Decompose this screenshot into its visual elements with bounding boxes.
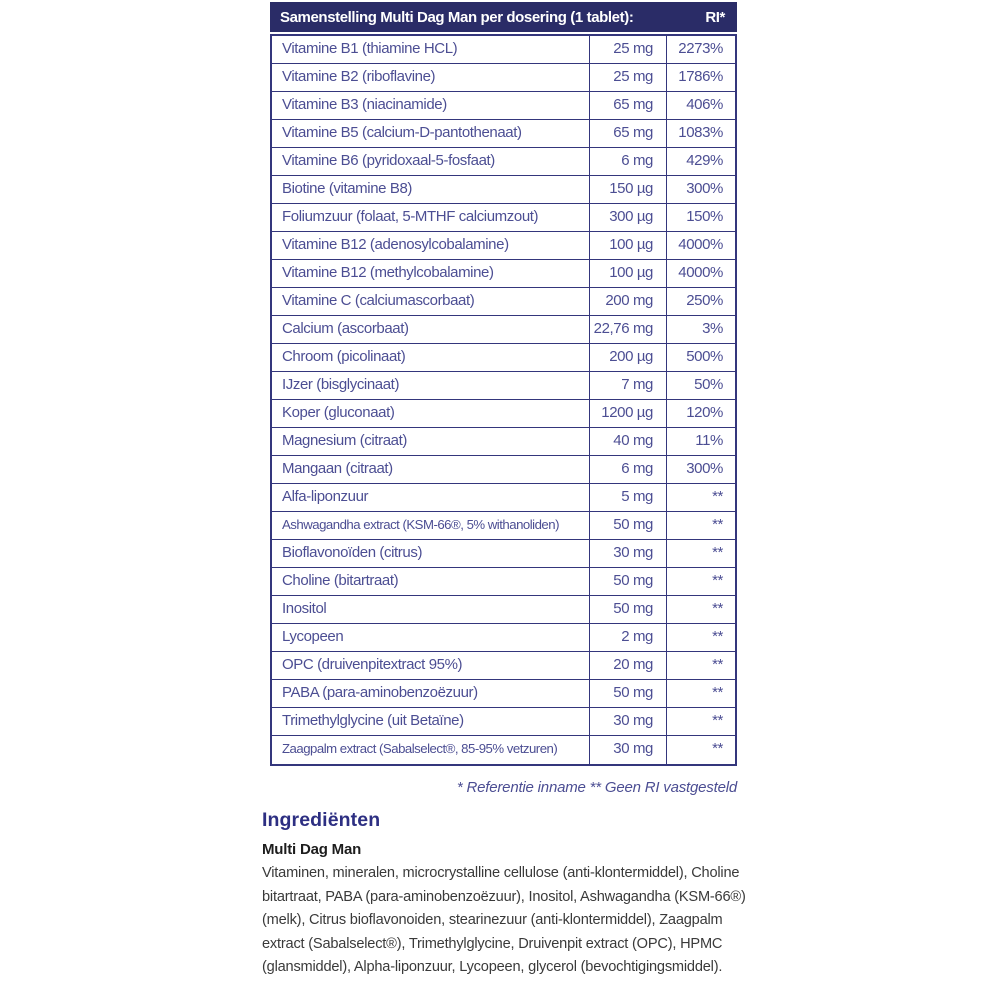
cell-name: Mangaan (citraat): [272, 456, 590, 483]
cell-ri: 300%: [686, 180, 723, 197]
cell-amount: 40 mg: [590, 428, 667, 455]
cell-ri: 4000%: [678, 264, 723, 281]
cell-name: PABA (para-aminobenzoëzuur): [272, 680, 590, 707]
cell-name: Bioflavonoïden (citrus): [272, 540, 590, 567]
table-body: [270, 34, 737, 766]
table-row: [272, 344, 735, 372]
table-row: [272, 512, 735, 540]
cell-amount: 22,76 mg: [590, 316, 667, 343]
cell-name: Ashwagandha extract (KSM-66®, 5% withanoliden): [272, 512, 590, 539]
cell-ri: 3%: [702, 320, 723, 337]
cell-ri: **: [712, 628, 723, 645]
table-row: [272, 148, 735, 176]
cell-ri: **: [712, 712, 723, 729]
cell-name: Choline (bitartraat): [272, 568, 590, 595]
cell-name: Vitamine C (calciumascorbaat): [272, 288, 590, 315]
cell-name: Vitamine B1 (thiamine HCL): [272, 36, 590, 63]
ri-column-label: RI*: [705, 8, 725, 26]
cell-name: Magnesium (citraat): [272, 428, 590, 455]
cell-ri: 11%: [695, 432, 723, 449]
table-row: [272, 708, 735, 736]
cell-ri: 120%: [686, 404, 723, 421]
table-row: [272, 596, 735, 624]
cell-ri: 150%: [686, 208, 723, 225]
cell-name: Vitamine B12 (methylcobalamine): [272, 260, 590, 287]
cell-ri: **: [712, 516, 723, 533]
cell-amount: 25 mg: [590, 36, 667, 63]
ingredients-paragraph: Vitaminen, mineralen, microcrystalline cellulose (anti-klontermiddel), Choline bitartraat, PABA (para-aminobenzoëzuur), Inositol, Ashwagandha (KSM-66®) (melk), Citrus bioflavonoiden, stearinezuur (anti-klontermiddel), Zaagpalm extract (Sabalselect®), Trimethylglycine, Druivenpit extract (OPC), HPMC (glansmiddel), Alpha-liponzuur, Lycopeen, glycerol (bevochtigingsmiddel).: [262, 865, 746, 976]
cell-ri: **: [712, 684, 723, 701]
cell-name: Inositol: [272, 596, 590, 623]
table-row: [272, 540, 735, 568]
table-row: [272, 120, 735, 148]
cell-name: Vitamine B6 (pyridoxaal-5-fosfaat): [272, 148, 590, 175]
product-name: Multi Dag Man: [262, 841, 362, 858]
ingredients-heading: Ingrediënten: [262, 809, 381, 831]
cell-name: IJzer (bisglycinaat): [272, 372, 590, 399]
cell-name: Zaagpalm extract (Sabalselect®, 85-95% vetzuren): [272, 736, 590, 764]
table-header: [270, 2, 737, 32]
table-row: [272, 64, 735, 92]
cell-name: Koper (gluconaat): [272, 400, 590, 427]
cell-amount: 50 mg: [590, 512, 667, 539]
cell-amount: 30 mg: [590, 540, 667, 567]
table-row: [272, 288, 735, 316]
table-row: [272, 372, 735, 400]
composition-table: [270, 2, 737, 766]
reference-footnote: * Referentie inname ** Geen RI vastgesteld: [456, 779, 737, 796]
cell-name: Alfa-liponzuur: [272, 484, 590, 511]
cell-amount: 65 mg: [590, 120, 667, 147]
cell-ri: 406%: [686, 96, 723, 113]
cell-ri: 500%: [686, 348, 723, 365]
cell-amount: 150 µg: [590, 176, 667, 203]
table-row: [272, 92, 735, 120]
cell-amount: 7 mg: [590, 372, 667, 399]
cell-name: Calcium (ascorbaat): [272, 316, 590, 343]
table-row: [272, 652, 735, 680]
cell-name: Vitamine B3 (niacinamide): [272, 92, 590, 119]
table-row: [272, 204, 735, 232]
cell-ri: **: [712, 488, 723, 505]
table-row: [272, 428, 735, 456]
table-row: [272, 260, 735, 288]
table-row: [272, 36, 735, 64]
cell-name: Foliumzuur (folaat, 5-MTHF calciumzout): [272, 204, 590, 231]
cell-name: Vitamine B12 (adenosylcobalamine): [272, 232, 590, 259]
cell-amount: 30 mg: [590, 708, 667, 735]
cell-name: Lycopeen: [272, 624, 590, 651]
cell-name: OPC (druivenpitextract 95%): [272, 652, 590, 679]
cell-ri: **: [712, 740, 723, 757]
cell-name: Vitamine B2 (riboflavine): [272, 64, 590, 91]
cell-ri: **: [712, 656, 723, 673]
cell-name: Chroom (picolinaat): [272, 344, 590, 371]
cell-amount: 2 mg: [590, 624, 667, 651]
table-row: [272, 232, 735, 260]
cell-ri: 250%: [686, 292, 723, 309]
table-row: [272, 484, 735, 512]
cell-ri: 1786%: [678, 68, 723, 85]
cell-amount: 50 mg: [590, 568, 667, 595]
cell-amount: 5 mg: [590, 484, 667, 511]
cell-name: Biotine (vitamine B8): [272, 176, 590, 203]
cell-ri: 300%: [686, 460, 723, 477]
cell-ri: 1083%: [678, 124, 723, 141]
cell-ri: **: [712, 572, 723, 589]
table-row: [272, 456, 735, 484]
table-row: [272, 176, 735, 204]
cell-name: Trimethylglycine (uit Betaïne): [272, 708, 590, 735]
table-row: [272, 624, 735, 652]
cell-ri: 4000%: [678, 236, 723, 253]
cell-name: Vitamine B5 (calcium-D-pantothenaat): [272, 120, 590, 147]
cell-amount: 50 mg: [590, 596, 667, 623]
cell-ri: 429%: [686, 152, 723, 169]
cell-amount: 6 mg: [590, 456, 667, 483]
cell-amount: 50 mg: [590, 680, 667, 707]
cell-ri: 50%: [694, 376, 723, 393]
cell-ri: 2273%: [678, 40, 723, 57]
cell-amount: 100 µg: [590, 232, 667, 259]
table-row: [272, 680, 735, 708]
cell-amount: 65 mg: [590, 92, 667, 119]
table-row: [272, 316, 735, 344]
table-title: Samenstelling Multi Dag Man per dosering (1 tablet):: [280, 8, 634, 26]
cell-amount: 30 mg: [590, 736, 667, 764]
cell-amount: 200 µg: [590, 344, 667, 371]
cell-amount: 1200 µg: [590, 400, 667, 427]
cell-amount: 100 µg: [590, 260, 667, 287]
cell-ri: **: [712, 600, 723, 617]
cell-amount: 20 mg: [590, 652, 667, 679]
cell-amount: 6 mg: [590, 148, 667, 175]
table-row: [272, 400, 735, 428]
table-row: [272, 736, 735, 764]
table-row: [272, 568, 735, 596]
cell-amount: 300 µg: [590, 204, 667, 231]
cell-ri: **: [712, 544, 723, 561]
cell-amount: 25 mg: [590, 64, 667, 91]
cell-amount: 200 mg: [590, 288, 667, 315]
